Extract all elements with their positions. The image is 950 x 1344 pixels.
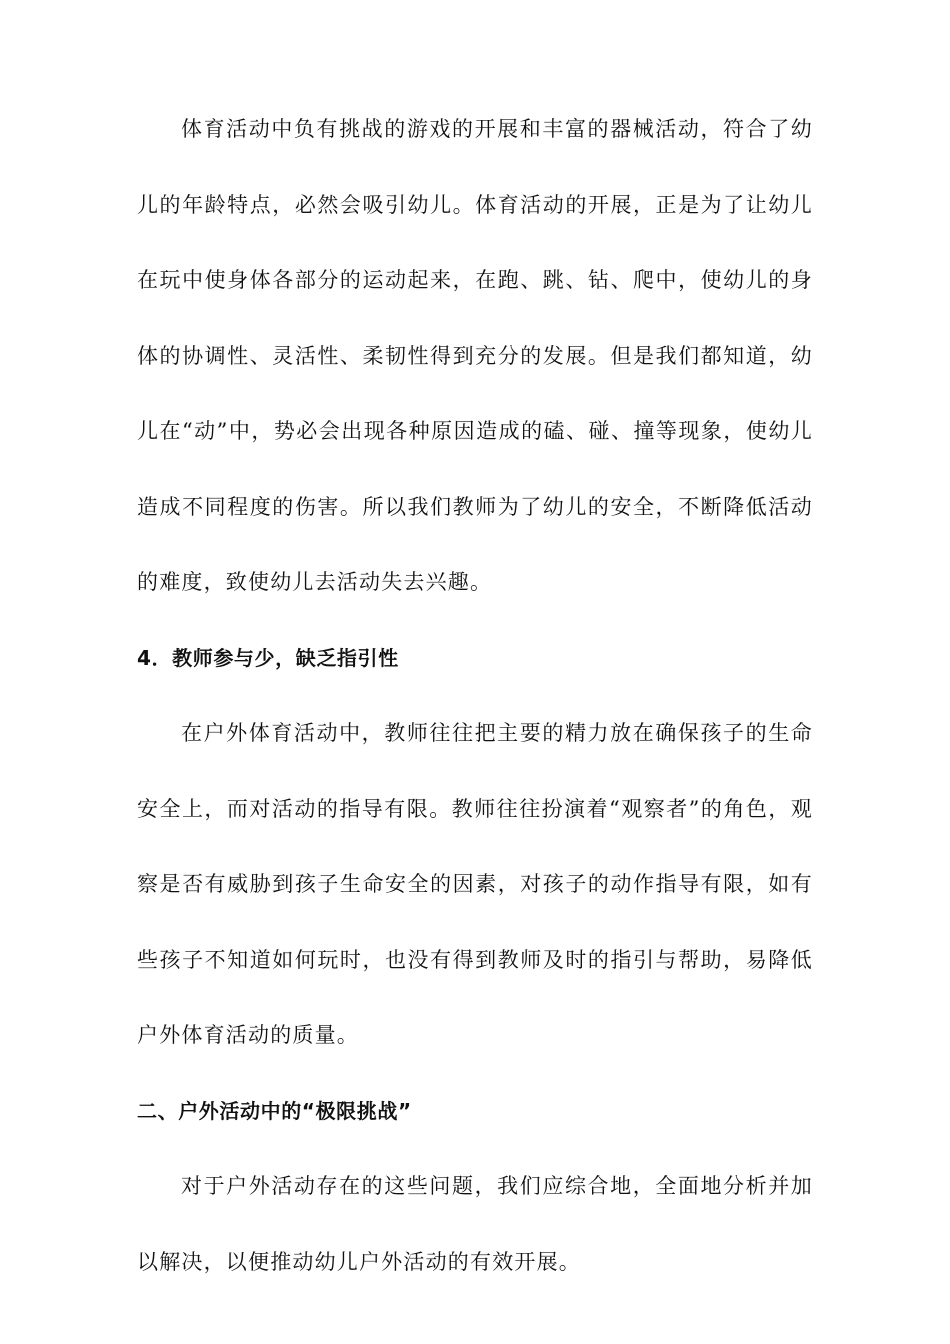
paragraph-address-problems: 对于户外活动存在的这些问题，我们应综合地，全面地分析并加以解决，以便推动幼儿户外活动的有效开展。 [137,1174,813,1274]
paragraph-physical-activity-safety: 体育活动中负有挑战的游戏的开展和丰富的器械活动，符合了幼儿的年龄特点，必然会吸引幼儿。体育活动的开展，正是为了让幼儿在玩中使身体各部分的运动起来，在跑、跳、钻、爬中，使幼儿的身体的协调性、灵活性、柔韧性得到充分的发展。但是我们都知道，幼儿在“动”中，势必会出现各种原因造成的磕、碰、撞等现象，使幼儿造成不同程度的伤害。所以我们教师为了幼儿的安全，不断降低活动的难度，致使幼儿去活动失去兴趣。 [137,117,813,594]
paragraph-teacher-observer-role: 在户外体育活动中，教师往往把主要的精力放在确保孩子的生命安全上，而对活动的指导有限。教师往往扮演着“观察者”的角色，观察是否有威胁到孩子生命安全的因素，对孩子的动作指导有限，如有些孩子不知道如何玩时，也没有得到教师及时的指引与帮助，易降低户外体育活动的质量。 [137,721,813,1047]
section-heading-extreme-challenge: 二、户外活动中的“极限挑战” [137,1098,412,1123]
document-page [137,92,813,1300]
section-heading-teacher-participation: 4．教师参与少，缺乏指引性 [137,645,399,670]
